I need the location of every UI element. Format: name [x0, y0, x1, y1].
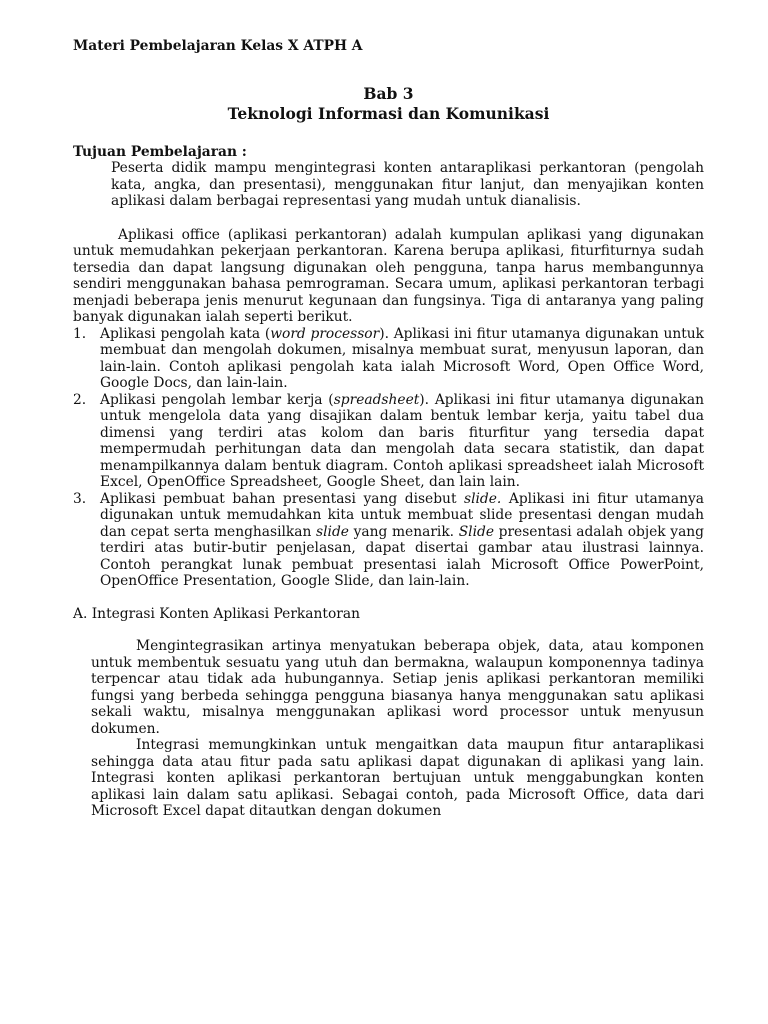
list-text: presentasi adalah objek yang terdiri atas butir-butir penjelasan, dapat disertai gambar atau ilustrasi lainnya. Contoh perangkat lunak pembuat presentasi ialah Microsoft Office PowerPoint, OpenOffice Presentation, Google Slide, dan lain-lain. — [100, 523, 705, 589]
list-text: ). Aplikasi ini fitur utamanya digunakan untuk membuat dan mengolah dokumen, misalnya membuat surat, menyusun laporan, dan lain-lain. Contoh aplikasi pengolah kata ialah Microsoft Word, Open Office Word, Google Docs, dan lain-lain. — [100, 325, 705, 391]
chapter-title: Teknologi Informasi dan Komunikasi — [227, 103, 550, 123]
list-item — [73, 326, 704, 392]
list-term: Slide — [458, 523, 494, 540]
list-text: Aplikasi pembuat bahan presentasi yang disebut — [100, 490, 465, 507]
list-number: 2. — [73, 391, 87, 408]
section-paragraph: Integrasi memungkinkan untuk mengaitkan data maupun fitur antaraplikasi sehingga data atau fitur pada satu aplikasi dapat digunakan di aplikasi yang lain. Integrasi konten aplikasi perkantoran bertujuan untuk menggabungkan konten aplikasi lain dalam satu aplikasi. Sebagai contoh, pada Microsoft Office, data dari Microsoft Excel dapat ditautkan dengan dokumen — [91, 737, 704, 819]
section-body — [91, 638, 704, 820]
list-term: slide — [316, 523, 349, 540]
list-number: 3. — [73, 490, 87, 507]
list-term: slide. — [464, 490, 502, 507]
application-list — [73, 326, 704, 590]
list-text: Aplikasi ini fitur utamanya digunakan untuk memudahkan kita untuk membuat slide presentasi dengan mudah dan cepat serta menghasilkan — [100, 490, 704, 540]
list-text: Aplikasi pengolah kata ( — [100, 325, 271, 342]
section-heading: A. Integrasi Konten Aplikasi Perkantoran — [73, 605, 360, 622]
learning-goals-heading: Tujuan Pembelajaran : — [73, 143, 247, 160]
list-item — [73, 392, 704, 491]
intro-paragraph: Aplikasi office (aplikasi perkantoran) adalah kumpulan aplikasi yang digunakan untuk memudahkan pekerjaan perkantoran. Karena berupa aplikasi, fiturfiturnya sudah tersedia dan dapat langsung digunakan oleh pengguna, tanpa harus membangunnya sendiri menggunakan bahasa pemrograman. Secara umum, aplikasi perkantoran terbagi menjadi beberapa jenis menurut kegunaan dan fungsinya. Tiga di antaranya yang paling banyak digunakan ialah seperti berikut. — [73, 226, 704, 325]
list-term: word processor — [270, 325, 380, 342]
list-number: 1. — [73, 325, 87, 342]
list-text: Aplikasi pengolah lembar kerja ( — [100, 391, 334, 408]
list-text: ). Aplikasi ini fitur utamanya digunakan untuk mengelola data yang disajikan dalam bentuk lembar kerja, yaitu tabel dua dimensi yang terdiri atas kolom dan baris fiturfitur yang tersedia dapat mempermudah perhitungan data dan mengolah data secara statistik, dan dapat menampilkannya dalam bentuk diagram. Contoh aplikasi spreadsheet ialah Microsoft Excel, OpenOffice Spreadsheet, Google Sheet, dan lain lain. — [100, 391, 705, 490]
chapter-label: Bab 3 — [363, 83, 414, 103]
list-text: yang menarik. — [348, 523, 459, 540]
learning-goals-text: Peserta didik mampu mengintegrasi konten antaraplikasi perkantoran (pengolah kata, angka, dan presentasi), menggunakan fitur lanjut, dan menyajikan konten aplikasi dalam berbagai representasi yang mudah untuk dianalisis. — [111, 160, 704, 209]
document-page — [73, 38, 704, 820]
course-header: Materi Pembelajaran Kelas X ATPH A — [73, 38, 363, 54]
section-paragraph: Mengintegrasikan artinya menyatukan beberapa objek, data, atau komponen untuk membentuk sesuatu yang utuh dan bermakna, walaupun komponennya tadinya terpencar atau tidak ada hubungannya. Setiap jenis aplikasi perkantoran memiliki fungsi yang berbeda sehingga pengguna biasanya hanya menggunakan satu aplikasi sekali waktu, misalnya menggunakan aplikasi word processor untuk menyusun dokumen. — [91, 638, 704, 737]
list-term: spreadsheet — [333, 391, 420, 408]
list-item — [73, 491, 704, 590]
